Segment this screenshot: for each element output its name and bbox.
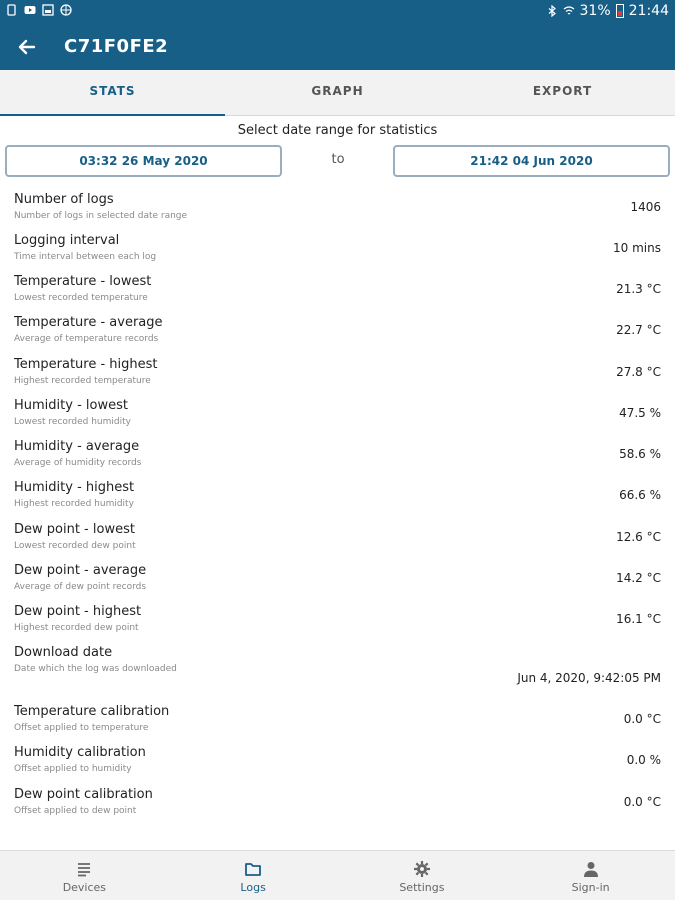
screenshot-icon bbox=[6, 4, 18, 16]
stat-description: Number of logs in selected date range bbox=[14, 211, 188, 221]
stat-description: Offset applied to dew point bbox=[14, 806, 137, 816]
stat-value: 66.6 % bbox=[619, 488, 661, 502]
stat-title: Dew point - highest bbox=[14, 604, 142, 619]
stat-title: Number of logs bbox=[14, 192, 114, 207]
start-date-button[interactable]: 03:32 26 May 2020 bbox=[5, 145, 282, 177]
stat-title: Humidity - highest bbox=[14, 480, 135, 495]
stat-description: Offset applied to humidity bbox=[14, 764, 132, 774]
battery-percent: 31% bbox=[579, 3, 611, 19]
nav-logs[interactable] bbox=[169, 851, 338, 900]
status-bar bbox=[0, 0, 675, 24]
stat-logging-interval bbox=[0, 231, 675, 271]
nav-devices[interactable] bbox=[0, 851, 169, 900]
stat-title: Dew point - average bbox=[14, 563, 147, 578]
stat-description: Time interval between each log bbox=[14, 252, 157, 262]
person-icon bbox=[582, 860, 600, 878]
stat-value: 58.6 % bbox=[619, 447, 661, 461]
stat-title: Temperature - lowest bbox=[14, 274, 152, 289]
stat-value: 10 mins bbox=[613, 241, 661, 255]
stat-description: Lowest recorded dew point bbox=[14, 541, 136, 551]
stat-temperature-calibration bbox=[0, 702, 675, 742]
stat-title: Dew point - lowest bbox=[14, 522, 135, 537]
stat-temperature-highest bbox=[0, 355, 675, 395]
stat-value: 47.5 % bbox=[619, 406, 661, 420]
tab-export[interactable]: EXPORT bbox=[532, 84, 593, 98]
tab-stats[interactable]: STATS bbox=[0, 70, 225, 115]
stat-description: Average of temperature records bbox=[14, 334, 159, 344]
stat-title: Temperature calibration bbox=[14, 704, 170, 719]
youtube-icon bbox=[24, 4, 36, 16]
stat-dew-point-average bbox=[0, 561, 675, 601]
stat-dew-point-highest bbox=[0, 602, 675, 642]
stat-title: Temperature - average bbox=[14, 315, 163, 330]
stat-value: Jun 4, 2020, 9:42:05 PM bbox=[517, 671, 661, 685]
stat-value: 1406 bbox=[630, 200, 661, 214]
stat-dew-point-calibration bbox=[0, 785, 675, 825]
vpn-icon bbox=[60, 4, 72, 16]
stat-number-of-logs bbox=[0, 190, 675, 230]
stat-temperature-average bbox=[0, 313, 675, 353]
battery-icon bbox=[616, 4, 624, 18]
bluetooth-icon bbox=[546, 5, 558, 17]
date-range-label: Select date range for statistics bbox=[237, 123, 438, 138]
stat-description: Highest recorded humidity bbox=[14, 499, 134, 509]
stat-title: Logging interval bbox=[14, 233, 120, 248]
arrow-back-icon[interactable] bbox=[14, 34, 40, 60]
stat-value: 0.0 °C bbox=[623, 795, 661, 809]
nav-label: Devices bbox=[62, 881, 107, 894]
wifi-icon bbox=[563, 5, 575, 17]
stat-humidity-highest bbox=[0, 478, 675, 518]
date-range-to-label: to bbox=[331, 152, 345, 167]
clock: 21:44 bbox=[628, 3, 669, 19]
list-icon bbox=[75, 860, 93, 878]
stat-value: 21.3 °C bbox=[616, 282, 661, 296]
tab-graph[interactable]: GRAPH bbox=[311, 84, 364, 98]
stat-title: Temperature - highest bbox=[14, 357, 158, 372]
stat-title: Humidity calibration bbox=[14, 745, 146, 760]
stat-description: Lowest recorded humidity bbox=[14, 417, 131, 427]
stat-humidity-calibration bbox=[0, 743, 675, 783]
stat-description: Offset applied to temperature bbox=[14, 723, 149, 733]
nav-label: Sign-in bbox=[571, 881, 610, 894]
stat-value: 0.0 °C bbox=[623, 712, 661, 726]
stat-temperature-lowest bbox=[0, 272, 675, 312]
stat-humidity-average bbox=[0, 437, 675, 477]
stat-description: Date which the log was downloaded bbox=[14, 664, 177, 674]
app-bar bbox=[0, 24, 675, 70]
stat-value: 0.0 % bbox=[626, 753, 661, 767]
stat-description: Highest recorded dew point bbox=[14, 623, 139, 633]
nav-sign-in[interactable] bbox=[506, 851, 675, 900]
stat-title: Humidity - average bbox=[14, 439, 140, 454]
end-date-button[interactable]: 21:42 04 Jun 2020 bbox=[393, 145, 670, 177]
stat-dew-point-lowest bbox=[0, 520, 675, 560]
stat-download-date bbox=[0, 643, 675, 699]
folder-icon bbox=[244, 860, 262, 878]
gear-icon bbox=[413, 860, 431, 878]
status-left-icons bbox=[6, 4, 72, 16]
stat-value: 12.6 °C bbox=[616, 530, 661, 544]
stat-humidity-lowest bbox=[0, 396, 675, 436]
stat-value: 22.7 °C bbox=[616, 323, 661, 337]
stat-description: Highest recorded temperature bbox=[14, 376, 151, 386]
stat-value: 27.8 °C bbox=[616, 365, 661, 379]
stat-value: 16.1 °C bbox=[616, 612, 661, 626]
bottom-navigation bbox=[0, 850, 675, 900]
stat-value: 14.2 °C bbox=[616, 571, 661, 585]
status-right bbox=[546, 3, 669, 19]
nav-settings[interactable] bbox=[338, 851, 507, 900]
stat-title: Humidity - lowest bbox=[14, 398, 128, 413]
gallery-icon bbox=[42, 4, 54, 16]
page-title: C71F0FE2 bbox=[64, 36, 169, 57]
stat-title: Download date bbox=[14, 645, 113, 660]
stat-description: Lowest recorded temperature bbox=[14, 293, 148, 303]
nav-label: Logs bbox=[240, 881, 266, 894]
nav-label: Settings bbox=[399, 881, 445, 894]
stat-description: Average of dew point records bbox=[14, 582, 147, 592]
tab-bar bbox=[0, 70, 675, 116]
stat-description: Average of humidity records bbox=[14, 458, 142, 468]
stat-title: Dew point calibration bbox=[14, 787, 153, 802]
